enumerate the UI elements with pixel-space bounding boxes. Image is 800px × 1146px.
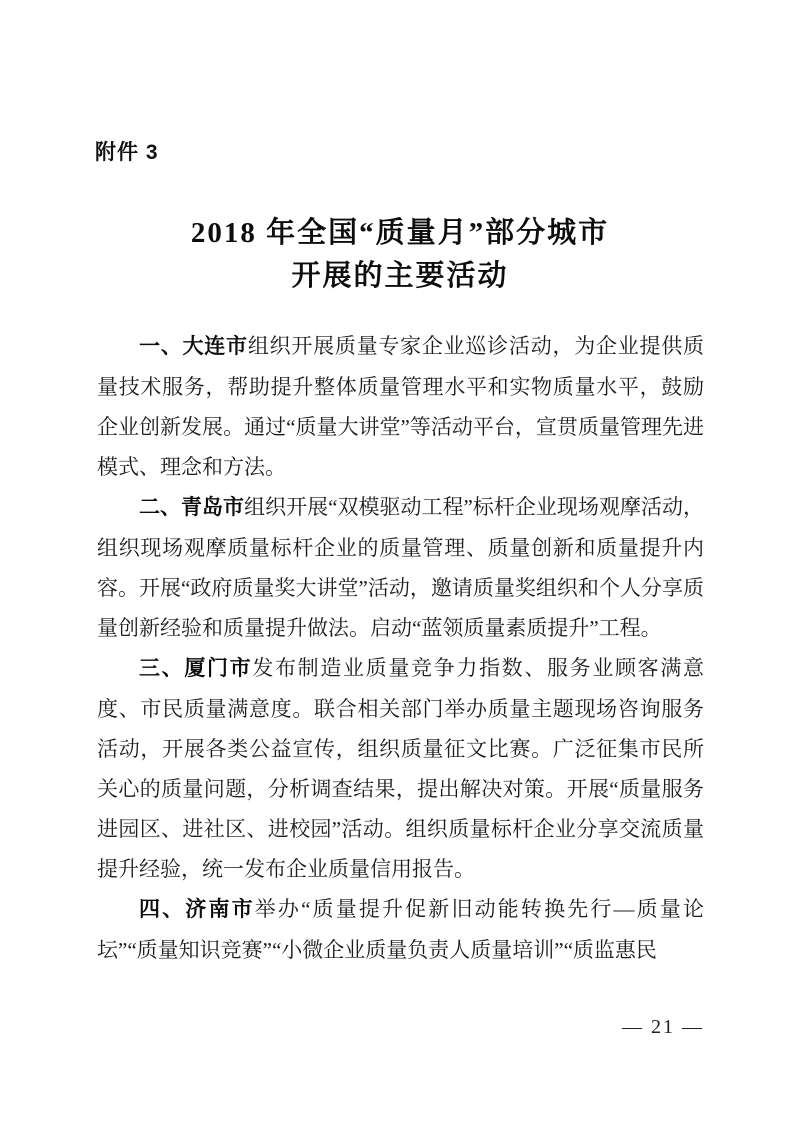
paragraph-text-jinan: 举办“质量提升促新旧动能转换先行—质量论坛”“质量知识竞赛”“小微企业质量负责人质量培训”“质监惠民 [97, 897, 704, 962]
paragraph-xiamen [97, 648, 704, 889]
paragraph-dalian [97, 326, 704, 487]
paragraph-text-xiamen: 发布制造业质量竞争力指数、服务业顾客满意度、市民质量满意度。联合相关部门举办质量主题现场咨询服务活动，开展各类公益宣传，组织质量征文比赛。广泛征集市民所关心的质量问题，分析调查结果，提出解决对策。开展“质量服务进园区、进社区、进校园”活动。组织质量标杆企业分享交流质量提升经验，统一发布企业质量信用报告。 [97, 656, 705, 881]
paragraph-lead-jinan: 四、济南市 [139, 898, 255, 921]
paragraph-lead-qingdao: 二、青岛市 [139, 496, 245, 519]
page-number: — 21 — [622, 1016, 704, 1038]
title-line-2: 开展的主要活动 [291, 260, 509, 292]
title-line-1: 2018 年全国“质量月”部分城市 [190, 217, 610, 249]
paragraph-text-qingdao: 组织开展“双模驱动工程”标杆企业现场观摩活动，组织现场观摩质量标杆企业的质量管理、质量创新和质量提升内容。开展“政府质量奖大讲堂”活动，邀请质量奖组织和个人分享质量创新经验和质量提升做法。启动“蓝领质量素质提升”工程。 [97, 495, 705, 640]
paragraph-qingdao [97, 487, 704, 648]
paragraph-lead-dalian: 一、大连市 [139, 335, 248, 358]
paragraph-lead-xiamen: 三、厦门市 [139, 657, 253, 680]
paragraph-jinan [97, 889, 704, 970]
document-title [0, 212, 800, 298]
document-body [97, 326, 704, 970]
paragraph-text-dalian: 组织开展质量专家企业巡诊活动，为企业提供质量技术服务，帮助提升整体质量管理水平和实物质量水平，鼓励企业创新发展。通过“质量大讲堂”等活动平台，宣贯质量管理先进模式、理念和方法。 [97, 334, 705, 479]
attachment-label: 附件 3 [95, 141, 159, 164]
